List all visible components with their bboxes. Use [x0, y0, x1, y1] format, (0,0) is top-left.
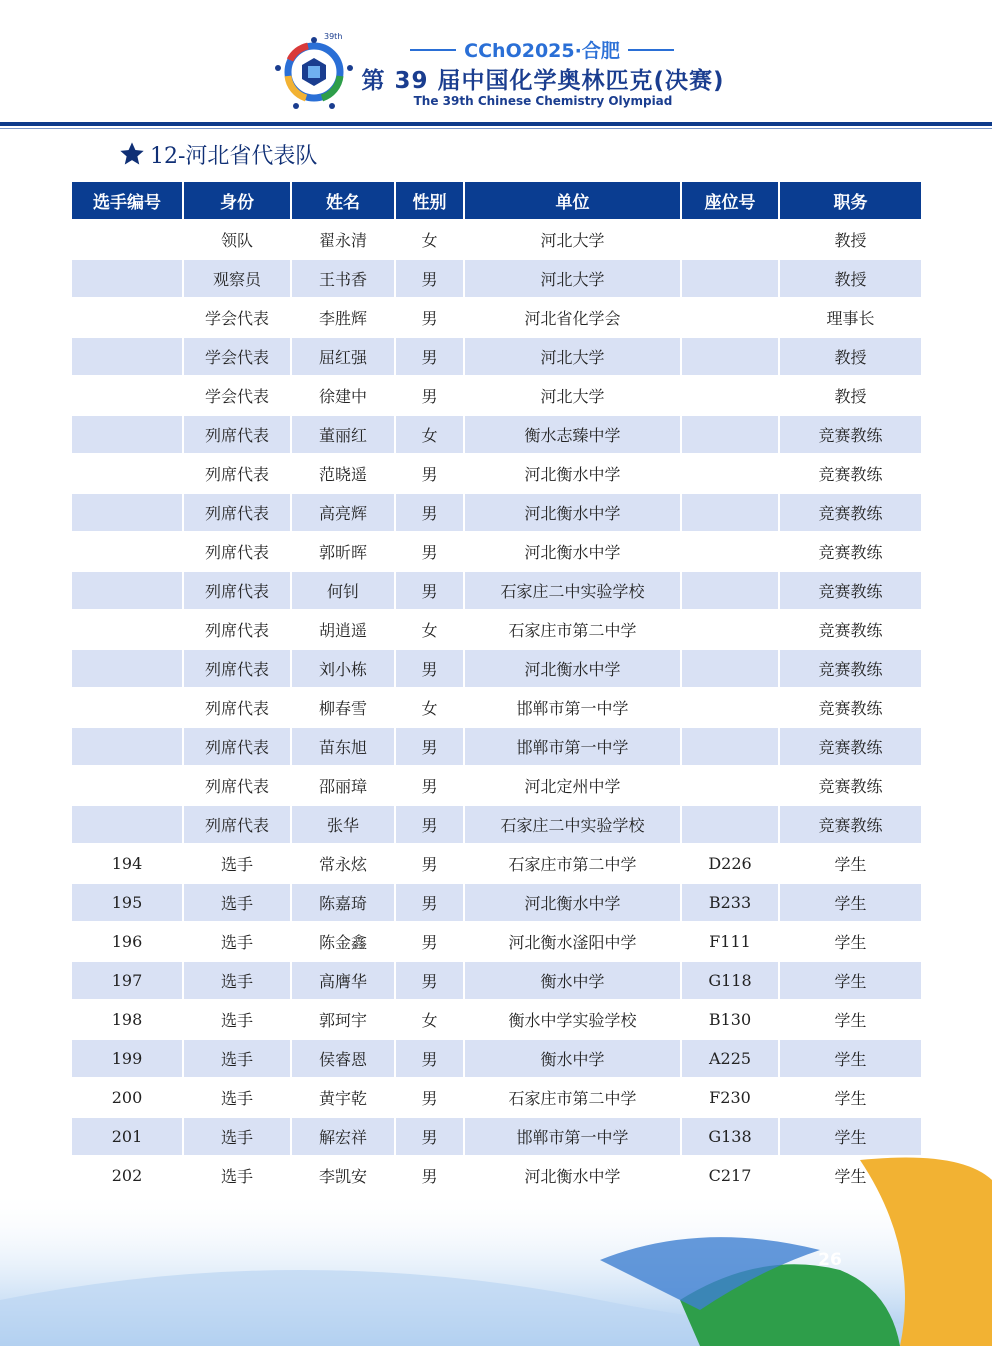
- table-cell: 学生: [779, 844, 922, 883]
- column-header: 座位号: [681, 181, 779, 220]
- table-cell: 竞赛教练: [779, 610, 922, 649]
- table-cell: 竞赛教练: [779, 415, 922, 454]
- table-row: [71, 376, 922, 415]
- table-cell: 201: [71, 1117, 183, 1156]
- table-cell: 男: [395, 961, 464, 1000]
- table-cell: 理事长: [779, 298, 922, 337]
- table-cell: 男: [395, 922, 464, 961]
- table-cell: [71, 532, 183, 571]
- table-cell: 学会代表: [183, 298, 291, 337]
- table-cell: [71, 415, 183, 454]
- table-cell: 196: [71, 922, 183, 961]
- subtitle-line-right: [628, 49, 674, 51]
- table-cell: 男: [395, 337, 464, 376]
- table-cell: 观察员: [183, 259, 291, 298]
- table-cell: 领队: [183, 220, 291, 259]
- table-cell: [71, 727, 183, 766]
- table-cell: 学生: [779, 922, 922, 961]
- table-cell: 河北衡水中学: [464, 532, 681, 571]
- table-cell: 高亮辉: [291, 493, 395, 532]
- table-header-row: [71, 181, 922, 220]
- table-cell: 男: [395, 1156, 464, 1195]
- table-row: [71, 532, 922, 571]
- table-cell: 男: [395, 1039, 464, 1078]
- table-cell: C217: [681, 1156, 779, 1195]
- ccho-logo: [266, 30, 362, 114]
- table-cell: 解宏祥: [291, 1117, 395, 1156]
- table-cell: 河北衡水中学: [464, 649, 681, 688]
- table-row: [71, 844, 922, 883]
- star-icon: [118, 140, 146, 168]
- table-cell: 邵丽璋: [291, 766, 395, 805]
- table-cell: 河北衡水中学: [464, 493, 681, 532]
- table-cell: 石家庄二中实验学校: [464, 571, 681, 610]
- table-cell: 高膺华: [291, 961, 395, 1000]
- table-cell: 陈金鑫: [291, 922, 395, 961]
- table-cell: [681, 649, 779, 688]
- table-cell: 河北衡水中学: [464, 454, 681, 493]
- table-cell: 选手: [183, 883, 291, 922]
- table-cell: 陈嘉琦: [291, 883, 395, 922]
- table-cell: 邯郸市第一中学: [464, 727, 681, 766]
- table-cell: 竞赛教练: [779, 727, 922, 766]
- table-row: [71, 571, 922, 610]
- table-cell: [681, 805, 779, 844]
- column-header: 性别: [395, 181, 464, 220]
- table-cell: 列席代表: [183, 493, 291, 532]
- table-cell: 石家庄市第二中学: [464, 610, 681, 649]
- table-cell: 学会代表: [183, 337, 291, 376]
- table-cell: [71, 220, 183, 259]
- table-cell: [71, 298, 183, 337]
- table-body: [71, 220, 922, 1195]
- table-cell: 屈红强: [291, 337, 395, 376]
- header-title-en: The 39th Chinese Chemistry Olympiad: [413, 94, 673, 108]
- table-row: [71, 454, 922, 493]
- table-cell: [71, 805, 183, 844]
- subtitle-line-left: [410, 49, 456, 51]
- table-cell: 男: [395, 1117, 464, 1156]
- table-cell: B233: [681, 883, 779, 922]
- table-cell: 男: [395, 532, 464, 571]
- table-cell: 选手: [183, 1117, 291, 1156]
- table-cell: 胡逍遥: [291, 610, 395, 649]
- table-cell: 刘小栋: [291, 649, 395, 688]
- table-cell: [71, 649, 183, 688]
- table-cell: 石家庄市第二中学: [464, 1078, 681, 1117]
- table-cell: 石家庄市第二中学: [464, 844, 681, 883]
- table-cell: [681, 610, 779, 649]
- table-cell: 竞赛教练: [779, 688, 922, 727]
- table-cell: 衡水中学: [464, 961, 681, 1000]
- table-cell: 列席代表: [183, 415, 291, 454]
- table-cell: 学生: [779, 961, 922, 1000]
- table-cell: [681, 727, 779, 766]
- header-title: 第 39 届中国化学奥林匹克(决赛): [361, 68, 725, 94]
- table-cell: 198: [71, 1000, 183, 1039]
- table-cell: [681, 220, 779, 259]
- table-cell: 女: [395, 688, 464, 727]
- table-row: [71, 415, 922, 454]
- table-row: [71, 922, 922, 961]
- table-cell: 选手: [183, 1078, 291, 1117]
- table-cell: 石家庄二中实验学校: [464, 805, 681, 844]
- table-cell: 女: [395, 220, 464, 259]
- table-cell: 董丽红: [291, 415, 395, 454]
- table-cell: G118: [681, 961, 779, 1000]
- table-row: [71, 805, 922, 844]
- table-cell: 何钊: [291, 571, 395, 610]
- table-cell: [71, 571, 183, 610]
- table-cell: G138: [681, 1117, 779, 1156]
- table-cell: 194: [71, 844, 183, 883]
- table-cell: 竞赛教练: [779, 532, 922, 571]
- table-cell: 列席代表: [183, 610, 291, 649]
- table-cell: 学生: [779, 1117, 922, 1156]
- svg-text:39th: 39th: [324, 32, 343, 41]
- section-heading: [118, 138, 317, 170]
- table-cell: 竞赛教练: [779, 766, 922, 805]
- table-cell: 列席代表: [183, 532, 291, 571]
- table-cell: 男: [395, 1078, 464, 1117]
- table-cell: 学生: [779, 1156, 922, 1195]
- table-cell: A225: [681, 1039, 779, 1078]
- column-header: 姓名: [291, 181, 395, 220]
- table-cell: 竞赛教练: [779, 571, 922, 610]
- wave-decoration: [0, 1150, 992, 1346]
- section-title: 12-河北省代表队: [150, 143, 318, 169]
- table-row: [71, 688, 922, 727]
- table-row: [71, 727, 922, 766]
- table-cell: [71, 493, 183, 532]
- table-cell: 徐建中: [291, 376, 395, 415]
- table-cell: 男: [395, 493, 464, 532]
- table-cell: 202: [71, 1156, 183, 1195]
- table-cell: [681, 337, 779, 376]
- table-cell: 列席代表: [183, 688, 291, 727]
- table-cell: 河北衡水中学: [464, 883, 681, 922]
- table-cell: 选手: [183, 961, 291, 1000]
- table-cell: 200: [71, 1078, 183, 1117]
- table-cell: 苗东旭: [291, 727, 395, 766]
- table-cell: [681, 532, 779, 571]
- table-cell: [71, 337, 183, 376]
- table-cell: 河北大学: [464, 376, 681, 415]
- table-row: [71, 883, 922, 922]
- table-cell: 河北衡水中学: [464, 1156, 681, 1195]
- table-cell: 学生: [779, 1078, 922, 1117]
- table-cell: [681, 766, 779, 805]
- table-cell: 女: [395, 1000, 464, 1039]
- table-cell: [681, 259, 779, 298]
- table-cell: 河北大学: [464, 259, 681, 298]
- table-cell: [71, 259, 183, 298]
- table-cell: 竞赛教练: [779, 454, 922, 493]
- page-header: [0, 0, 992, 122]
- table-cell: 男: [395, 376, 464, 415]
- table-cell: 河北衡水滏阳中学: [464, 922, 681, 961]
- table-row: [71, 649, 922, 688]
- table-cell: 选手: [183, 1000, 291, 1039]
- table-cell: 学生: [779, 883, 922, 922]
- table-cell: 常永炫: [291, 844, 395, 883]
- table-cell: 女: [395, 610, 464, 649]
- table-cell: [71, 688, 183, 727]
- table-cell: 列席代表: [183, 766, 291, 805]
- table-cell: [71, 454, 183, 493]
- table-cell: 竞赛教练: [779, 649, 922, 688]
- table-cell: 河北大学: [464, 337, 681, 376]
- table-cell: [71, 376, 183, 415]
- table-cell: 男: [395, 454, 464, 493]
- table-cell: 邯郸市第一中学: [464, 1117, 681, 1156]
- table-row: [71, 220, 922, 259]
- table-cell: 范晓遥: [291, 454, 395, 493]
- table-cell: 李胜辉: [291, 298, 395, 337]
- table-cell: 邯郸市第一中学: [464, 688, 681, 727]
- column-header: 职务: [779, 181, 922, 220]
- table-cell: [681, 493, 779, 532]
- table-cell: [681, 376, 779, 415]
- table-cell: [681, 688, 779, 727]
- table-cell: 教授: [779, 376, 922, 415]
- table-row: [71, 961, 922, 1000]
- table-cell: 郭珂宇: [291, 1000, 395, 1039]
- table-cell: 竞赛教练: [779, 805, 922, 844]
- table-cell: 教授: [779, 337, 922, 376]
- table-row: [71, 766, 922, 805]
- table-cell: 河北定州中学: [464, 766, 681, 805]
- table-cell: 197: [71, 961, 183, 1000]
- table-cell: 男: [395, 571, 464, 610]
- table-cell: 黄宇乾: [291, 1078, 395, 1117]
- table-cell: 男: [395, 805, 464, 844]
- table-row: [71, 1039, 922, 1078]
- table-cell: 选手: [183, 1156, 291, 1195]
- table-cell: 列席代表: [183, 727, 291, 766]
- table-cell: 翟永清: [291, 220, 395, 259]
- table-cell: 柳春雪: [291, 688, 395, 727]
- table-cell: 河北大学: [464, 220, 681, 259]
- table-cell: 199: [71, 1039, 183, 1078]
- column-header: 单位: [464, 181, 681, 220]
- table-cell: 李凯安: [291, 1156, 395, 1195]
- table-cell: 衡水中学: [464, 1039, 681, 1078]
- table-cell: [681, 298, 779, 337]
- table-row: [71, 1078, 922, 1117]
- table-cell: [681, 454, 779, 493]
- column-header: 选手编号: [71, 181, 183, 220]
- table-row: [71, 259, 922, 298]
- table-cell: 学生: [779, 1039, 922, 1078]
- page-number: 26: [818, 1250, 842, 1270]
- table-cell: 男: [395, 259, 464, 298]
- table-cell: 列席代表: [183, 454, 291, 493]
- header-subtitle: [392, 36, 692, 63]
- table-cell: [681, 415, 779, 454]
- table-cell: 男: [395, 883, 464, 922]
- table-cell: 学会代表: [183, 376, 291, 415]
- team-roster-table: [70, 180, 923, 1196]
- table-cell: B130: [681, 1000, 779, 1039]
- table-cell: [71, 610, 183, 649]
- header-subtitle-text: CChO2025·合肥: [464, 40, 620, 62]
- table-cell: 河北省化学会: [464, 298, 681, 337]
- table-cell: 男: [395, 766, 464, 805]
- table-cell: 竞赛教练: [779, 493, 922, 532]
- table-row: [71, 337, 922, 376]
- table-cell: 郭昕晖: [291, 532, 395, 571]
- table-cell: 衡水志臻中学: [464, 415, 681, 454]
- column-header: 身份: [183, 181, 291, 220]
- table-cell: 王书香: [291, 259, 395, 298]
- table-cell: [681, 571, 779, 610]
- header-divider-thin: [0, 128, 992, 129]
- table-cell: 教授: [779, 259, 922, 298]
- table-cell: 男: [395, 649, 464, 688]
- table-cell: 男: [395, 298, 464, 337]
- table-cell: 列席代表: [183, 649, 291, 688]
- table-cell: 侯睿恩: [291, 1039, 395, 1078]
- table-cell: 男: [395, 727, 464, 766]
- table-cell: 选手: [183, 922, 291, 961]
- table-cell: [71, 766, 183, 805]
- table-cell: F230: [681, 1078, 779, 1117]
- table-row: [71, 610, 922, 649]
- table-cell: 衡水中学实验学校: [464, 1000, 681, 1039]
- table-cell: D226: [681, 844, 779, 883]
- table-row: [71, 298, 922, 337]
- table-cell: 学生: [779, 1000, 922, 1039]
- table-row: [71, 493, 922, 532]
- table-row: [71, 1000, 922, 1039]
- table-cell: F111: [681, 922, 779, 961]
- table-cell: 选手: [183, 844, 291, 883]
- header-divider: [0, 122, 992, 126]
- table-cell: 列席代表: [183, 571, 291, 610]
- table-cell: 张华: [291, 805, 395, 844]
- table-cell: 女: [395, 415, 464, 454]
- table-cell: 选手: [183, 1039, 291, 1078]
- table-cell: 教授: [779, 220, 922, 259]
- table-cell: 195: [71, 883, 183, 922]
- table-cell: 列席代表: [183, 805, 291, 844]
- table-cell: 男: [395, 844, 464, 883]
